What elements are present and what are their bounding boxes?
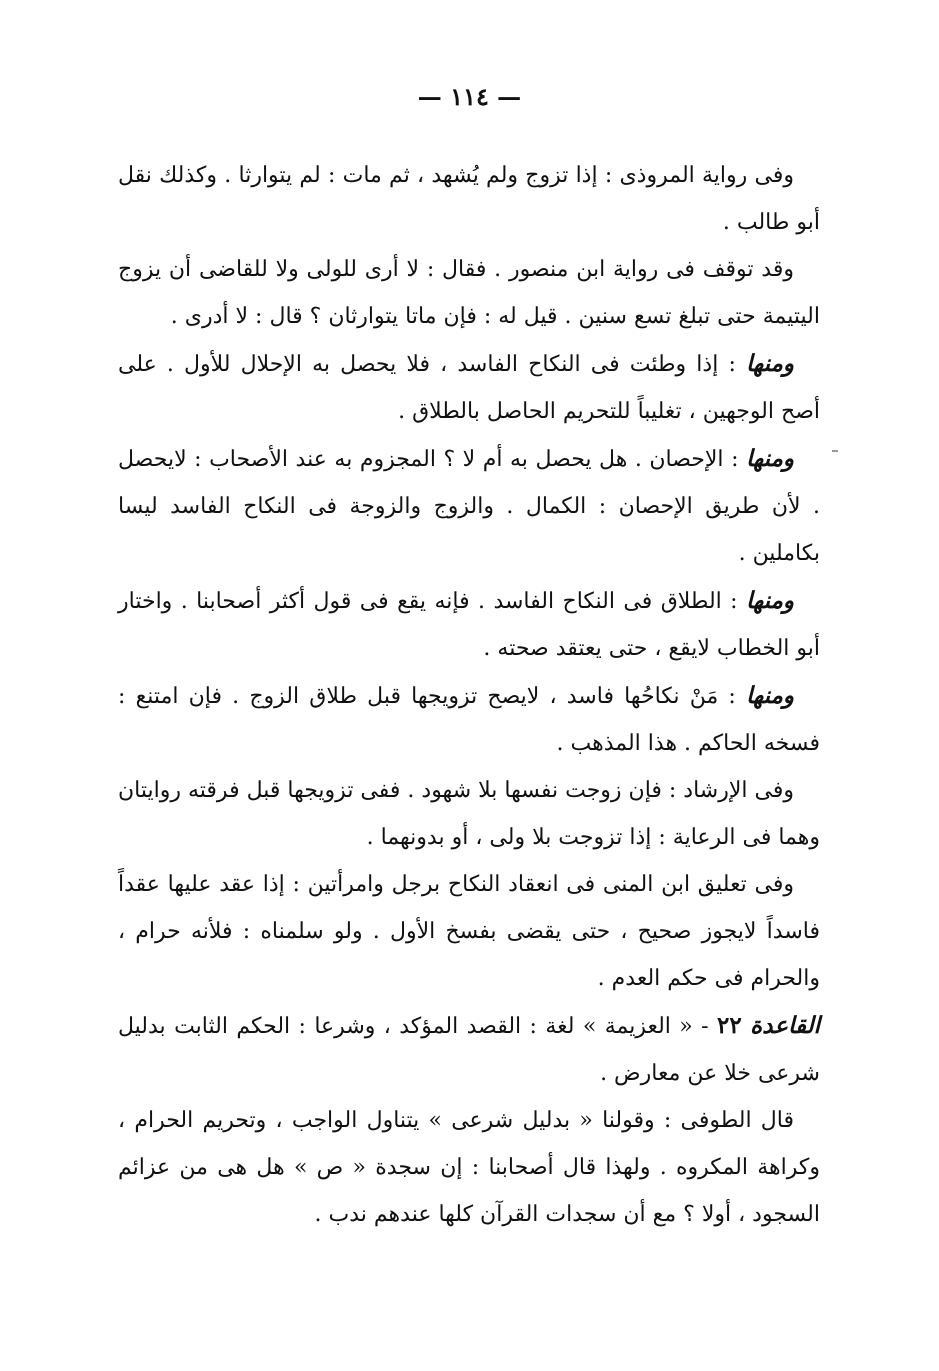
section-lead-word: ومنها	[746, 350, 794, 377]
rule-heading: القاعدة	[750, 1012, 820, 1039]
page-number: — ١١٤ —	[417, 82, 522, 111]
paragraph-text: : الطلاق فى النكاح الفاسد . فإنه يقع فى قول أكثر أصحابنا . واختار أبو الخطاب لايقع ، حتى يعتقد صحته .	[118, 589, 820, 661]
paragraph-text: - « العزيمة » لغة : القصد المؤكد ، وشرعا : الحكم الثابت بدليل شرعى خلا عن معارض .	[118, 1014, 820, 1086]
section-lead-word: ومنها	[746, 587, 794, 614]
paragraph-marwazi	[118, 152, 820, 246]
paragraph-text: وقد توقف فى رواية ابن منصور . فقال : لا أرى للولى ولا للقاضى أن يزوج اليتيمة حتى تبلغ تسع سنين . قيل له : فإن ماتا يتوارثان ؟ قال : لا أدرى .	[118, 257, 820, 329]
paragraph-tufi	[118, 1097, 820, 1238]
paragraph-text: : إذا وطئت فى النكاح الفاسد ، فلا يحصل به الإحلال للأول . على أصح الوجهين ، تغليباً للتحريم الحاصل بالطلاق .	[118, 352, 820, 424]
paragraph-talaq	[118, 577, 820, 672]
paragraph-ibn-mansur	[118, 246, 820, 340]
paragraph-text: : الإحصان . هل يحصل به أم لا ؟ المجزوم به عند الأصحاب : لايحصل . لأن طريق الإحصان : الكمال . والزوج والزوجة فى النكاح الفاسد ليسا بكاملين .	[118, 447, 820, 566]
paragraph-text: : مَنْ نكاحُها فاسد ، لايصح تزويجها قبل طلاق الزوج . فإن امتنع : فسخه الحاكم . هذا المذهب .	[118, 684, 820, 756]
rule-number: ٢٢	[716, 1012, 742, 1039]
paragraph-text: وفى الإرشاد : فإن زوجت نفسها بلا شهود . ففى تزويجها قبل فرقته روايتان وهما فى الرعاية : إذا تزوجت بلا ولى ، أو بدونهما .	[118, 778, 820, 850]
paragraph-tazwij	[118, 672, 820, 767]
paragraph-text: قال الطوفى : وقولنا « بدليل شرعى » يتناول الواجب ، وتحريم الحرام ، وكراهة المكروه . ولهذا قال أصحابنا : إن سجدة « ص » هل هى من عزائم السجود ، أولا ؟ مع أن سجدات القرآن كلها عندهم ندب .	[118, 1108, 820, 1227]
section-lead-word: ومنها	[746, 445, 794, 472]
page-body-text	[118, 152, 820, 1238]
paragraph-text: وفى رواية المروذى : إذا تزوج ولم يُشهد ، ثم مات : لم يتوارثا . وكذلك نقل أبو طالب .	[118, 163, 820, 235]
paragraph-irshad	[118, 767, 820, 861]
margin-mark	[832, 450, 838, 452]
paragraph-ihsan	[118, 435, 820, 577]
paragraph-ihlal	[118, 340, 820, 435]
paragraph-text: وفى تعليق ابن المنى فى انعقاد النكاح برجل وامرأتين : إذا عقد عليها عقداً فاسداً لايجوز صحيح ، حتى يقضى بفسخ الأول . ولو سلمناه : فلأنه حرام ، والحرام فى حكم العدم .	[118, 872, 820, 991]
paragraph-ibn-almuna	[118, 861, 820, 1002]
paragraph-rule-22	[118, 1002, 820, 1097]
section-lead-word: ومنها	[746, 682, 794, 709]
